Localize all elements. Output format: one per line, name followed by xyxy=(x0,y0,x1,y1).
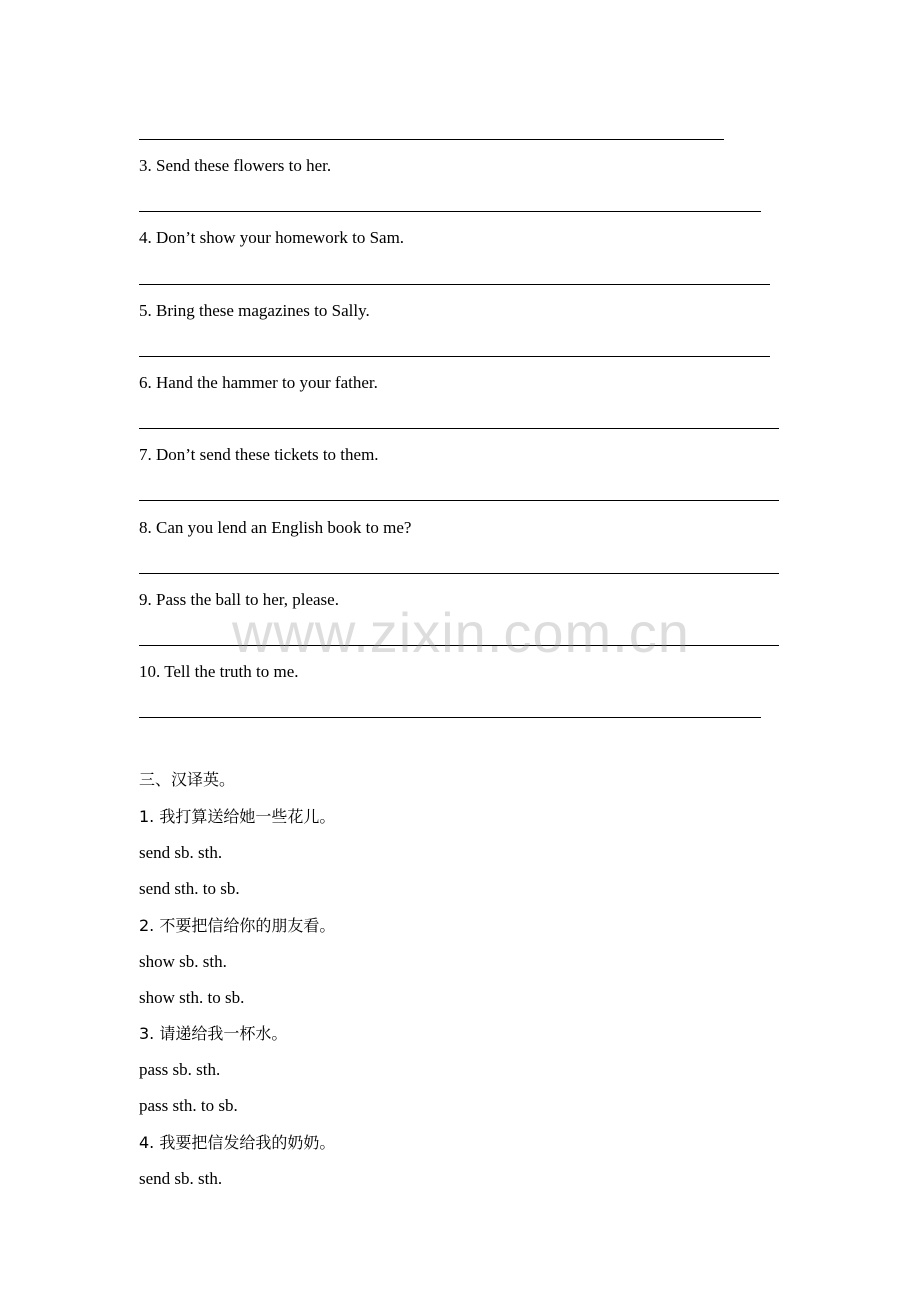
exercise-item: 3. Send these flowers to her. xyxy=(139,156,332,175)
exercise-item: 4. Don’t show your homework to Sam. xyxy=(139,228,405,247)
answer-line xyxy=(139,717,761,718)
translation-prompt: 1. 我打算送给她一些花儿。 xyxy=(139,807,336,826)
exercise-item: 7. Don’t send these tickets to them. xyxy=(139,445,379,464)
phrase-hint: pass sb. sth. xyxy=(139,1060,221,1079)
phrase-hint: send sth. to sb. xyxy=(139,879,240,898)
answer-line xyxy=(139,211,761,212)
phrase-hint: pass sth. to sb. xyxy=(139,1096,238,1115)
phrase-hint: show sb. sth. xyxy=(139,952,227,971)
answer-line xyxy=(139,284,770,285)
translation-prompt: 3. 请递给我一杯水。 xyxy=(139,1024,288,1043)
answer-line xyxy=(139,356,770,357)
watermark: www.zixin.com.cn xyxy=(232,601,690,664)
translation-prompt: 4. 我要把信发给我的奶奶。 xyxy=(139,1133,336,1152)
section-heading: 三、汉译英。 xyxy=(139,770,236,789)
phrase-hint: send sb. sth. xyxy=(139,843,223,862)
answer-line xyxy=(139,139,724,140)
answer-line xyxy=(139,500,779,501)
answer-line xyxy=(139,428,779,429)
phrase-hint: show sth. to sb. xyxy=(139,988,245,1007)
translation-prompt: 2. 不要把信给你的朋友看。 xyxy=(139,916,336,935)
answer-line xyxy=(139,573,779,574)
exercise-item: 8. Can you lend an English book to me? xyxy=(139,518,412,537)
exercise-item: 9. Pass the ball to her, please. xyxy=(139,590,339,609)
exercise-item: 5. Bring these magazines to Sally. xyxy=(139,301,370,320)
phrase-hint: send sb. sth. xyxy=(139,1169,223,1188)
exercise-item: 10. Tell the truth to me. xyxy=(139,662,299,681)
exercise-item: 6. Hand the hammer to your father. xyxy=(139,373,378,392)
